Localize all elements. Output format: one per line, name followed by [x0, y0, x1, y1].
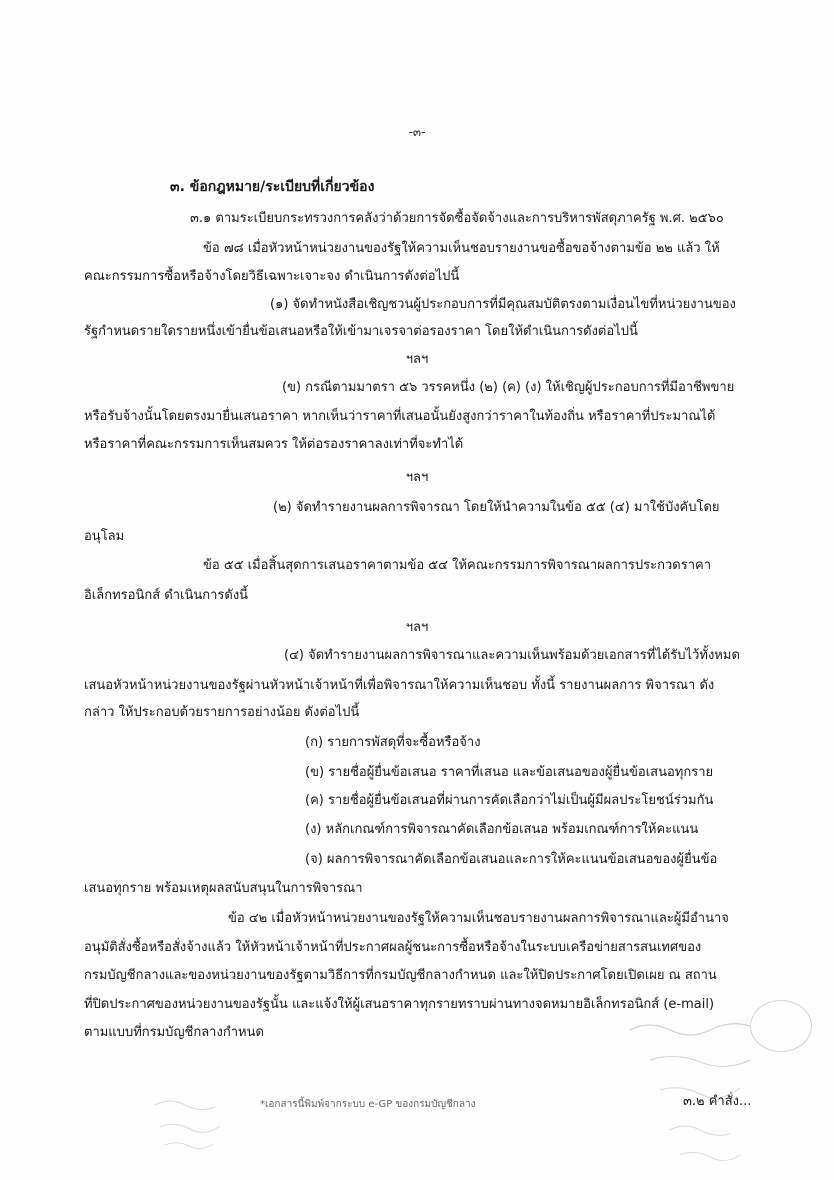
paragraph-line: ๓.๑ ตามระเบียบกระทรวงการคลังว่าด้วยการจัดซื้อจัดจ้างและการบริหารพัสดุภาครัฐ พ.ศ. ๒๕๖๐: [190, 211, 724, 226]
list-item: (ก) รายการพัสดุที่จะซื้อหรือจ้าง: [305, 735, 481, 750]
paragraph-line: ที่ปิดประกาศของหน่วยงานของรัฐนั้น และแจ้งให้ผู้เสนอราคาทุกรายทราบผ่านทางจดหมายอิเล็กทรอนิกส์ (e-mail): [84, 997, 715, 1012]
paragraph-line: (๒) จัดทำรายงานผลการพิจารณา โดยให้นำความในข้อ ๕๕ (๔) มาใช้บังคับโดย: [273, 500, 720, 515]
continuation-text: ๓.๒ คำสั่ง...: [683, 1094, 752, 1109]
paragraph-line: เสนอหัวหน้าหน่วยงานของรัฐผ่านหัวหน้าเจ้าหน้าที่เพื่อพิจารณาให้ความเห็นชอบ ทั้งนี้ รายงานผลการ พิจารณา ดัง: [84, 678, 715, 693]
section-heading: ๓. ข้อกฎหมาย/ระเบียบที่เกี่ยวข้อง: [170, 179, 375, 195]
paragraph-line: (๔) จัดทำรายงานผลการพิจารณาและความเห็นพร้อมด้วยเอกสารที่ได้รับไว้ทั้งหมด: [284, 648, 740, 663]
page-number: -๓-: [408, 125, 426, 139]
paragraph-line: กล่าว ให้ประกอบด้วยรายการอย่างน้อย ดังต่อไปนี้: [84, 705, 360, 720]
paragraph-line: กรมบัญชีกลางและของหน่วยงานของรัฐตามวิธีการที่กรมบัญชีกลางกำหนด และให้ปิดประกาศโดยเปิดเผย ณ สถาน: [84, 968, 717, 983]
faint-signature-marks: [620, 1010, 800, 1170]
list-item: (จ) ผลการพิจารณาคัดเลือกข้อเสนอและการให้คะแนนข้อเสนอของผู้ยื่นข้อ: [305, 852, 718, 867]
omission-mark: ฯลฯ: [405, 620, 429, 635]
omission-mark: ฯลฯ: [405, 352, 429, 367]
paragraph-line: ข้อ ๔๒ เมื่อหัวหน้าหน่วยงานของรัฐให้ความเห็นชอบรายงานผลการพิจารณาและผู้มีอำนาจ: [228, 911, 729, 926]
paragraph-line: (๑) จัดทำหนังสือเชิญชวนผู้ประกอบการที่มีคุณสมบัติตรงตามเงื่อนไขที่หน่วยงานของ: [270, 297, 736, 312]
list-item: (ง) หลักเกณฑ์การพิจารณาคัดเลือกข้อเสนอ พร้อมเกณฑ์การให้คะแนน: [305, 822, 699, 837]
faint-signature-marks-left: [150, 1085, 240, 1155]
paragraph-line: คณะกรรมการซื้อหรือจ้างโดยวิธีเฉพาะเจาะจง ดำเนินการดังต่อไปนี้: [84, 269, 460, 284]
paragraph-line: หรือรับจ้างนั้นโดยตรงมายื่นเสนอราคา หากเห็นว่าราคาที่เสนอนั้นยังสูงกว่าราคาในท้องถิ่น หรือราคาที่ประมาณได้: [84, 409, 716, 424]
paragraph-line: ข้อ ๗๘ เมื่อหัวหน้าหน่วยงานของรัฐให้ความเห็นชอบรายงานขอซื้อขอจ้างตามข้อ ๒๒ แล้ว ให้: [203, 241, 720, 256]
footnote: *เอกสารนี้พิมพ์จากระบบ e-GP ของกรมบัญชีกลาง: [260, 1099, 476, 1110]
list-item: (ข) รายชื่อผู้ยื่นข้อเสนอ ราคาที่เสนอ และข้อเสนอของผู้ยื่นข้อเสนอทุกราย: [305, 765, 714, 780]
paragraph-line: อิเล็กทรอนิกส์ ดำเนินการดังนี้: [84, 588, 249, 603]
paragraph-line: (ข) กรณีตามมาตรา ๕๖ วรรคหนึ่ง (๒) (ค) (ง) ให้เชิญผู้ประกอบการที่มีอาชีพขาย: [282, 380, 735, 395]
paragraph-line: อนุโลม: [84, 529, 125, 544]
paragraph-line: หรือราคาที่คณะกรรมการเห็นสมควร ให้ต่อรองราคาลงเท่าที่จะทำได้: [84, 437, 464, 452]
paragraph-line: เสนอทุกราย พร้อมเหตุผลสนับสนุนในการพิจารณา: [84, 881, 363, 896]
omission-mark: ฯลฯ: [405, 470, 429, 485]
paragraph-line: รัฐกำหนดรายใดรายหนึ่งเข้ายื่นข้อเสนอหรือให้เข้ามาเจรจาต่อรองราคา โดยให้ดำเนินการดังต่อไปนี้: [84, 324, 638, 339]
paragraph-line: อนุมัติสั่งซื้อหรือสั่งจ้างแล้ว ให้หัวหน้าเจ้าหน้าที่ประกาศผลผู้ชนะการซื้อหรือจ้างในระบบเครือข่ายสารสนเทศของ: [84, 940, 702, 955]
paragraph-line: ข้อ ๕๕ เมื่อสิ้นสุดการเสนอราคาตามข้อ ๕๔ ให้คณะกรรมการพิจารณาผลการประกวดราคา: [203, 558, 711, 573]
list-item: (ค) รายชื่อผู้ยื่นข้อเสนอที่ผ่านการคัดเลือกว่าไม่เป็นผู้มีผลประโยชน์ร่วมกัน: [305, 793, 714, 808]
paragraph-line: ตามแบบที่กรมบัญชีกลางกำหนด: [84, 1025, 264, 1040]
